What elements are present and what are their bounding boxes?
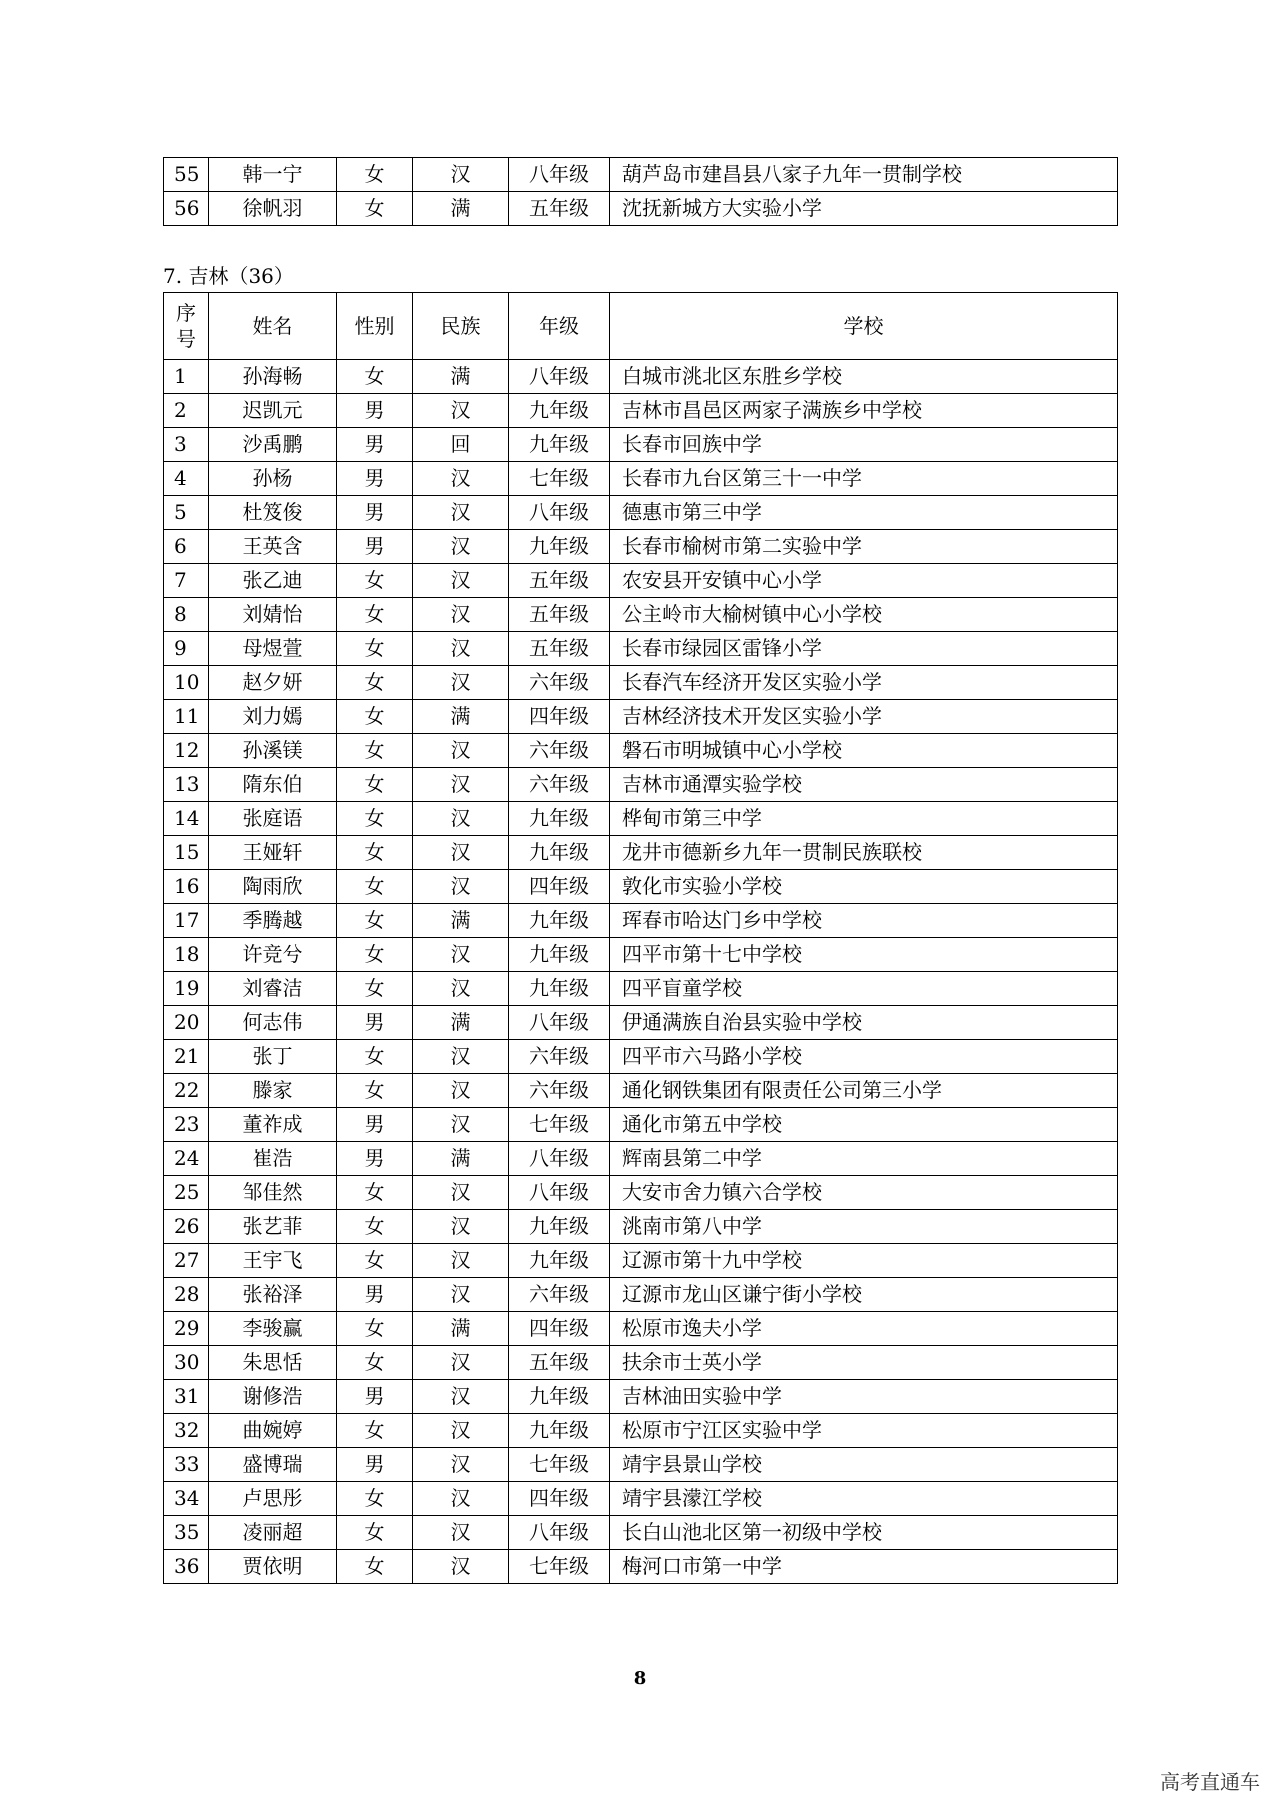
cell-ethnicity: 汉 [413,1278,509,1312]
cell-seq: 8 [164,598,209,632]
cell-ethnicity: 满 [413,904,509,938]
cell-gender: 女 [337,768,413,802]
cell-school: 长春市回族中学 [610,428,1118,462]
cell-name: 母煜萱 [209,632,337,666]
cell-name: 孙杨 [209,462,337,496]
cell-grade: 五年级 [509,564,610,598]
cell-name: 李骏赢 [209,1312,337,1346]
table-row [164,1006,1118,1040]
cell-gender: 女 [337,1210,413,1244]
cell-grade: 七年级 [509,1108,610,1142]
cell-school: 磐石市明城镇中心小学校 [610,734,1118,768]
cell-grade: 五年级 [509,1346,610,1380]
cell-name: 朱思恬 [209,1346,337,1380]
previous-province-table [163,157,1118,226]
cell-gender: 女 [337,802,413,836]
cell-gender: 女 [337,1482,413,1516]
table-row [164,632,1118,666]
cell-grade: 四年级 [509,870,610,904]
cell-seq: 26 [164,1210,209,1244]
table-row [164,1346,1118,1380]
cell-ethnicity: 汉 [413,734,509,768]
table-row [164,1040,1118,1074]
table-row [164,1074,1118,1108]
cell-school: 龙井市德新乡九年一贯制民族联校 [610,836,1118,870]
table-row [164,904,1118,938]
cell-name: 沙禹鹏 [209,428,337,462]
cell-school: 公主岭市大榆树镇中心小学校 [610,598,1118,632]
cell-seq: 56 [164,192,209,226]
jilin-table [163,292,1118,1584]
cell-gender: 女 [337,1414,413,1448]
cell-seq: 23 [164,1108,209,1142]
cell-gender: 女 [337,192,413,226]
cell-name: 张庭语 [209,802,337,836]
cell-name: 孙溪镁 [209,734,337,768]
cell-name: 曲婉婷 [209,1414,337,1448]
table-row [164,1244,1118,1278]
cell-ethnicity: 汉 [413,1210,509,1244]
table-row [164,768,1118,802]
cell-grade: 五年级 [509,632,610,666]
cell-name: 卢思彤 [209,1482,337,1516]
cell-school: 桦甸市第三中学 [610,802,1118,836]
cell-gender: 女 [337,870,413,904]
table-row [164,1312,1118,1346]
cell-grade: 六年级 [509,734,610,768]
cell-school: 吉林市昌邑区两家子满族乡中学校 [610,394,1118,428]
cell-gender: 男 [337,1142,413,1176]
table-row [164,158,1118,192]
cell-gender: 女 [337,598,413,632]
cell-school: 珲春市哈达门乡中学校 [610,904,1118,938]
cell-grade: 六年级 [509,666,610,700]
cell-grade: 八年级 [509,1006,610,1040]
cell-name: 凌丽超 [209,1516,337,1550]
cell-school: 长春市榆树市第二实验中学 [610,530,1118,564]
cell-seq: 34 [164,1482,209,1516]
cell-ethnicity: 汉 [413,1108,509,1142]
cell-name: 滕家 [209,1074,337,1108]
cell-school: 沈抚新城方大实验小学 [610,192,1118,226]
cell-gender: 女 [337,734,413,768]
table-row [164,564,1118,598]
cell-gender: 男 [337,1380,413,1414]
cell-grade: 六年级 [509,1278,610,1312]
cell-ethnicity: 汉 [413,158,509,192]
cell-gender: 女 [337,564,413,598]
table-row [164,1516,1118,1550]
cell-school: 德惠市第三中学 [610,496,1118,530]
cell-gender: 男 [337,496,413,530]
cell-grade: 九年级 [509,1414,610,1448]
cell-grade: 七年级 [509,1448,610,1482]
cell-grade: 八年级 [509,1516,610,1550]
cell-seq: 9 [164,632,209,666]
cell-name: 张乙迪 [209,564,337,598]
table-row [164,836,1118,870]
cell-seq: 3 [164,428,209,462]
cell-seq: 28 [164,1278,209,1312]
cell-seq: 5 [164,496,209,530]
header-ethnicity: 民族 [413,293,509,360]
cell-school: 洮南市第八中学 [610,1210,1118,1244]
cell-name: 赵夕妍 [209,666,337,700]
cell-ethnicity: 满 [413,700,509,734]
cell-school: 敦化市实验小学校 [610,870,1118,904]
cell-name: 张丁 [209,1040,337,1074]
cell-name: 盛博瑞 [209,1448,337,1482]
table-row [164,1210,1118,1244]
cell-gender: 女 [337,904,413,938]
cell-seq: 11 [164,700,209,734]
cell-ethnicity: 满 [413,360,509,394]
cell-name: 王宇飞 [209,1244,337,1278]
cell-gender: 女 [337,1346,413,1380]
cell-seq: 10 [164,666,209,700]
cell-name: 何志伟 [209,1006,337,1040]
cell-gender: 女 [337,158,413,192]
cell-seq: 22 [164,1074,209,1108]
cell-seq: 6 [164,530,209,564]
cell-school: 白城市洮北区东胜乡学校 [610,360,1118,394]
cell-school: 大安市舍力镇六合学校 [610,1176,1118,1210]
table-row [164,496,1118,530]
cell-school: 通化钢铁集团有限责任公司第三小学 [610,1074,1118,1108]
page-number: 8 [633,1668,647,1689]
cell-name: 刘婧怡 [209,598,337,632]
cell-ethnicity: 汉 [413,1074,509,1108]
cell-name: 韩一宁 [209,158,337,192]
cell-name: 张裕泽 [209,1278,337,1312]
header-school: 学校 [610,293,1118,360]
cell-gender: 男 [337,394,413,428]
table-row [164,1380,1118,1414]
cell-ethnicity: 汉 [413,632,509,666]
cell-gender: 女 [337,1244,413,1278]
table-row [164,938,1118,972]
cell-seq: 1 [164,360,209,394]
table-row [164,192,1118,226]
cell-grade: 七年级 [509,1550,610,1584]
cell-seq: 7 [164,564,209,598]
cell-seq: 30 [164,1346,209,1380]
cell-name: 王娅轩 [209,836,337,870]
cell-grade: 四年级 [509,700,610,734]
cell-school: 吉林经济技术开发区实验小学 [610,700,1118,734]
cell-grade: 九年级 [509,394,610,428]
table-row [164,1176,1118,1210]
cell-ethnicity: 汉 [413,1040,509,1074]
cell-ethnicity: 汉 [413,1414,509,1448]
cell-name: 张艺菲 [209,1210,337,1244]
watermark: 高考直通车 [1160,1770,1260,1794]
cell-grade: 九年级 [509,972,610,1006]
cell-ethnicity: 汉 [413,836,509,870]
cell-school: 四平市六马路小学校 [610,1040,1118,1074]
cell-ethnicity: 满 [413,1006,509,1040]
cell-grade: 九年级 [509,1210,610,1244]
header-seq-label: 序 号 [176,301,196,351]
cell-seq: 17 [164,904,209,938]
cell-name: 董祚成 [209,1108,337,1142]
cell-seq: 31 [164,1380,209,1414]
cell-seq: 20 [164,1006,209,1040]
cell-seq: 29 [164,1312,209,1346]
header-seq [164,293,209,360]
cell-grade: 九年级 [509,802,610,836]
cell-seq: 55 [164,158,209,192]
cell-school: 梅河口市第一中学 [610,1550,1118,1584]
header-gender: 性别 [337,293,413,360]
cell-gender: 男 [337,1278,413,1312]
cell-grade: 八年级 [509,496,610,530]
table-row [164,734,1118,768]
cell-ethnicity: 满 [413,1312,509,1346]
cell-ethnicity: 汉 [413,1550,509,1584]
cell-school: 四平市第十七中学校 [610,938,1118,972]
table-row [164,598,1118,632]
cell-seq: 33 [164,1448,209,1482]
cell-grade: 八年级 [509,1176,610,1210]
cell-school: 长春市绿园区雷锋小学 [610,632,1118,666]
cell-grade: 五年级 [509,192,610,226]
cell-school: 农安县开安镇中心小学 [610,564,1118,598]
table-row [164,972,1118,1006]
cell-name: 隋东伯 [209,768,337,802]
cell-school: 松原市逸夫小学 [610,1312,1118,1346]
cell-gender: 女 [337,836,413,870]
cell-seq: 14 [164,802,209,836]
table-row [164,360,1118,394]
cell-grade: 九年级 [509,904,610,938]
cell-seq: 25 [164,1176,209,1210]
table-row [164,394,1118,428]
cell-seq: 2 [164,394,209,428]
cell-ethnicity: 汉 [413,1516,509,1550]
cell-grade: 九年级 [509,428,610,462]
table-row [164,802,1118,836]
cell-name: 王英含 [209,530,337,564]
cell-grade: 八年级 [509,158,610,192]
cell-gender: 男 [337,428,413,462]
cell-gender: 女 [337,1176,413,1210]
cell-ethnicity: 汉 [413,1346,509,1380]
cell-school: 靖宇县景山学校 [610,1448,1118,1482]
cell-school: 长白山池北区第一初级中学校 [610,1516,1118,1550]
cell-name: 季腾越 [209,904,337,938]
cell-school: 四平盲童学校 [610,972,1118,1006]
header-name: 姓名 [209,293,337,360]
table-row [164,870,1118,904]
cell-gender: 男 [337,462,413,496]
cell-school: 长春市九台区第三十一中学 [610,462,1118,496]
cell-gender: 女 [337,1040,413,1074]
cell-school: 葫芦岛市建昌县八家子九年一贯制学校 [610,158,1118,192]
cell-grade: 四年级 [509,1312,610,1346]
cell-name: 徐帆羽 [209,192,337,226]
table-row [164,1108,1118,1142]
cell-school: 辽源市第十九中学校 [610,1244,1118,1278]
header-grade: 年级 [509,293,610,360]
cell-seq: 32 [164,1414,209,1448]
cell-name: 崔浩 [209,1142,337,1176]
cell-grade: 六年级 [509,1074,610,1108]
cell-grade: 五年级 [509,598,610,632]
cell-name: 孙海畅 [209,360,337,394]
cell-gender: 男 [337,530,413,564]
cell-seq: 15 [164,836,209,870]
cell-gender: 男 [337,1006,413,1040]
table-row [164,700,1118,734]
cell-seq: 4 [164,462,209,496]
cell-ethnicity: 汉 [413,1244,509,1278]
cell-gender: 女 [337,700,413,734]
cell-school: 吉林油田实验中学 [610,1380,1118,1414]
cell-ethnicity: 汉 [413,496,509,530]
cell-school: 吉林市通潭实验学校 [610,768,1118,802]
cell-ethnicity: 汉 [413,530,509,564]
cell-seq: 18 [164,938,209,972]
cell-gender: 女 [337,666,413,700]
cell-ethnicity: 汉 [413,394,509,428]
cell-grade: 九年级 [509,530,610,564]
table-row [164,1448,1118,1482]
cell-gender: 女 [337,1516,413,1550]
table-row [164,1414,1118,1448]
cell-name: 迟凯元 [209,394,337,428]
cell-ethnicity: 汉 [413,802,509,836]
table-header [164,293,1118,360]
table-row [164,428,1118,462]
cell-gender: 女 [337,938,413,972]
cell-ethnicity: 汉 [413,598,509,632]
cell-name: 刘力嫣 [209,700,337,734]
cell-seq: 12 [164,734,209,768]
section-title: 7. 吉林（36） [163,264,294,288]
cell-seq: 24 [164,1142,209,1176]
cell-grade: 八年级 [509,1142,610,1176]
cell-ethnicity: 满 [413,1142,509,1176]
table-row [164,462,1118,496]
cell-ethnicity: 汉 [413,564,509,598]
cell-name: 刘睿洁 [209,972,337,1006]
cell-school: 靖宇县濛江学校 [610,1482,1118,1516]
table-row [164,1550,1118,1584]
cell-gender: 女 [337,632,413,666]
cell-grade: 九年级 [509,836,610,870]
previous-province-table-body [164,158,1118,226]
jilin-table-body [164,360,1118,1584]
cell-school: 松原市宁江区实验中学 [610,1414,1118,1448]
cell-school: 长春汽车经济开发区实验小学 [610,666,1118,700]
cell-grade: 六年级 [509,1040,610,1074]
cell-gender: 女 [337,972,413,1006]
cell-school: 扶余市士英小学 [610,1346,1118,1380]
cell-school: 辉南县第二中学 [610,1142,1118,1176]
cell-gender: 男 [337,1448,413,1482]
cell-seq: 36 [164,1550,209,1584]
cell-ethnicity: 汉 [413,1448,509,1482]
cell-ethnicity: 汉 [413,1176,509,1210]
cell-ethnicity: 汉 [413,972,509,1006]
cell-name: 杜笈俊 [209,496,337,530]
table-row [164,666,1118,700]
cell-grade: 九年级 [509,938,610,972]
cell-school: 伊通满族自治县实验中学校 [610,1006,1118,1040]
cell-school: 辽源市龙山区谦宁街小学校 [610,1278,1118,1312]
table-row [164,530,1118,564]
cell-seq: 13 [164,768,209,802]
cell-ethnicity: 回 [413,428,509,462]
cell-ethnicity: 汉 [413,666,509,700]
cell-seq: 21 [164,1040,209,1074]
cell-gender: 女 [337,1074,413,1108]
cell-seq: 27 [164,1244,209,1278]
cell-seq: 19 [164,972,209,1006]
cell-name: 陶雨欣 [209,870,337,904]
cell-grade: 四年级 [509,1482,610,1516]
cell-ethnicity: 汉 [413,938,509,972]
cell-name: 贾依明 [209,1550,337,1584]
cell-school: 通化市第五中学校 [610,1108,1118,1142]
cell-grade: 七年级 [509,462,610,496]
cell-ethnicity: 汉 [413,768,509,802]
cell-gender: 男 [337,1108,413,1142]
cell-grade: 九年级 [509,1244,610,1278]
cell-grade: 九年级 [509,1380,610,1414]
cell-ethnicity: 汉 [413,462,509,496]
table-row [164,1278,1118,1312]
cell-name: 许竞兮 [209,938,337,972]
table-row [164,1482,1118,1516]
cell-ethnicity: 满 [413,192,509,226]
cell-ethnicity: 汉 [413,1380,509,1414]
cell-grade: 六年级 [509,768,610,802]
cell-gender: 女 [337,1312,413,1346]
cell-gender: 女 [337,1550,413,1584]
cell-name: 谢修浩 [209,1380,337,1414]
cell-grade: 八年级 [509,360,610,394]
cell-seq: 35 [164,1516,209,1550]
cell-name: 邹佳然 [209,1176,337,1210]
cell-ethnicity: 汉 [413,870,509,904]
table-row [164,1142,1118,1176]
cell-gender: 女 [337,360,413,394]
cell-seq: 16 [164,870,209,904]
cell-ethnicity: 汉 [413,1482,509,1516]
